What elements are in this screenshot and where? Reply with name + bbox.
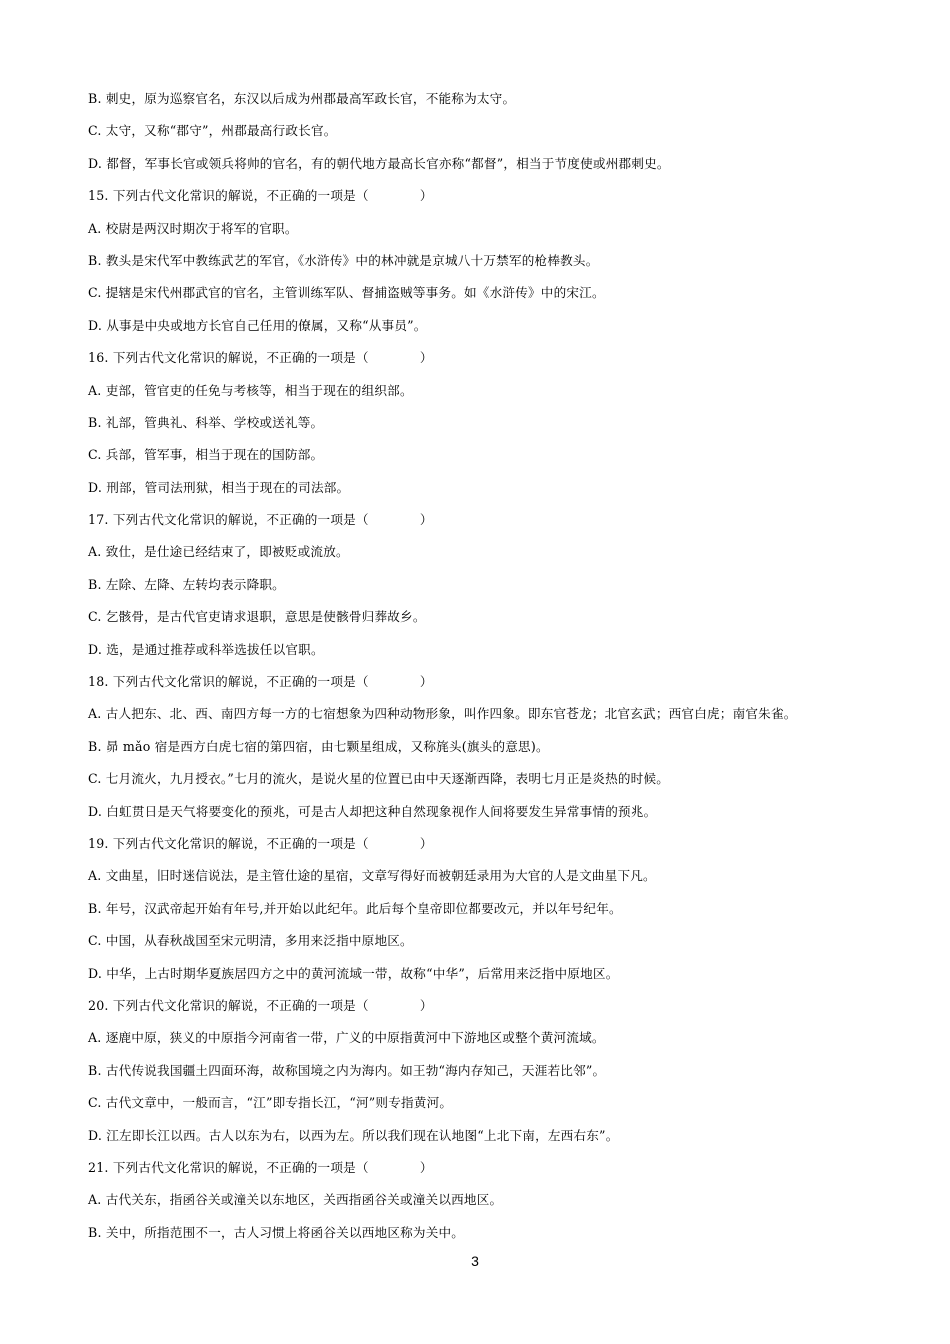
text-line: B. 昴 mǎo 宿是西方白虎七宿的第四宿，由七颗星组成，又称旄头(旗头的意思)。 [88,738,549,754]
text-line: 16. 下列古代文化常识的解说，不正确的一项是（ ） [88,350,433,366]
text-line: D. 刑部，管司法刑狱，相当于现在的司法部。 [88,479,350,495]
text-line: B. 左除、左降、左转均表示降职。 [88,576,285,592]
text-line: A. 古代关东，指函谷关或潼关以东地区，关西指函谷关或潼关以西地区。 [88,1192,503,1208]
text-line: D. 选，是通过推荐或科举选拔任以官职。 [88,641,324,657]
page-number: 3 [471,1253,479,1269]
text-line: 15. 下列古代文化常识的解说，不正确的一项是（ ） [88,188,433,204]
text-line: 20. 下列古代文化常识的解说，不正确的一项是（ ） [88,997,433,1013]
text-line: A. 文曲星，旧时迷信说法，是主管仕途的星宿，文章写得好而被朝廷录用为大官的人是文曲星下凡。 [88,868,656,884]
text-line: D. 从事是中央或地方长官自己任用的僚属，又称“从事员”。 [88,317,427,333]
text-line: 18. 下列古代文化常识的解说，不正确的一项是（ ） [88,674,433,690]
text-line: C. 中国，从春秋战国至宋元明清，多用来泛指中原地区。 [88,933,413,949]
text-line: A. 吏部，管官吏的任免与考核等，相当于现在的组织部。 [88,382,413,398]
text-line: C. 古代文章中，一般而言，“江”即专指长江，“河”则专指黄河。 [88,1095,453,1111]
text-line: B. 关中，所指范围不一，古人习惯上将函谷关以西地区称为关中。 [88,1224,465,1240]
text-line: 19. 下列古代文化常识的解说，不正确的一项是（ ） [88,835,433,851]
text-line: B. 教头是宋代军中教练武艺的军官，《水浒传》中的林冲就是京城八十万禁军的枪棒教头。 [88,252,599,268]
text-line: D. 白虹贯日是天气将要变化的预兆，可是古人却把这种自然现象视作人间将要发生异常事情的预兆。 [88,803,657,819]
text-line: D. 江左即长江以西。古人以东为右，以西为左。所以我们现在认地图“上北下南，左西右东”。 [88,1127,619,1143]
text-line: B. 礼部，管典礼、科举、学校或送礼等。 [88,414,324,430]
text-line: D. 都督，军事长官或领兵将帅的官名，有的朝代地方最高长官亦称“都督”，相当于节度使或州郡刺史。 [88,155,670,171]
text-line: 17. 下列古代文化常识的解说，不正确的一项是（ ） [88,512,433,528]
text-line: C. 七月流火，九月授衣。”七月的流火，是说火星的位置已由中天逐渐西降，表明七月正是炎热的时候。 [88,771,670,787]
text-line: B. 年号，汉武帝起开始有年号,并开始以此纪年。此后每个皇帝即位都要改元，并以年号纪年。 [88,900,622,916]
text-line: C. 兵部，管军事，相当于现在的国防部。 [88,447,324,463]
text-line: A. 逐鹿中原，狭义的中原指今河南省一带，广义的中原指黄河中下游地区或整个黄河流域。 [88,1030,605,1046]
document-body [88,88,888,1254]
text-line: A. 古人把东、北、西、南四方每一方的七宿想象为四种动物形象，叫作四象。即东官苍龙；北官玄武；西官白虎；南官朱雀。 [88,706,797,722]
text-line: B. 古代传说我国疆土四面环海，故称国境之内为海内。如王勃“海内存知己，天涯若比邻”。 [88,1062,606,1078]
text-line: A. 致仕，是仕途已经结束了，即被贬或流放。 [88,544,349,560]
text-line: A. 校尉是两汉时期次于将军的官职。 [88,220,298,236]
text-line: C. 提辖是宋代州郡武官的官名，主管训练军队、督捕盗贼等事务。如《水浒传》中的宋江。 [88,285,605,301]
text-line: C. 太守，又称“郡守”，州郡最高行政长官。 [88,123,337,139]
text-line: 21. 下列古代文化常识的解说，不正确的一项是（ ） [88,1159,433,1175]
text-line: C. 乞骸骨，是古代官吏请求退职，意思是使骸骨归葬故乡。 [88,609,426,625]
text-line: D. 中华，上古时期华夏族居四方之中的黄河流域一带，故称“中华”，后常用来泛指中原地区。 [88,965,619,981]
text-line: B. 刺史，原为巡察官名，东汉以后成为州郡最高军政长官，不能称为太守。 [88,91,516,106]
